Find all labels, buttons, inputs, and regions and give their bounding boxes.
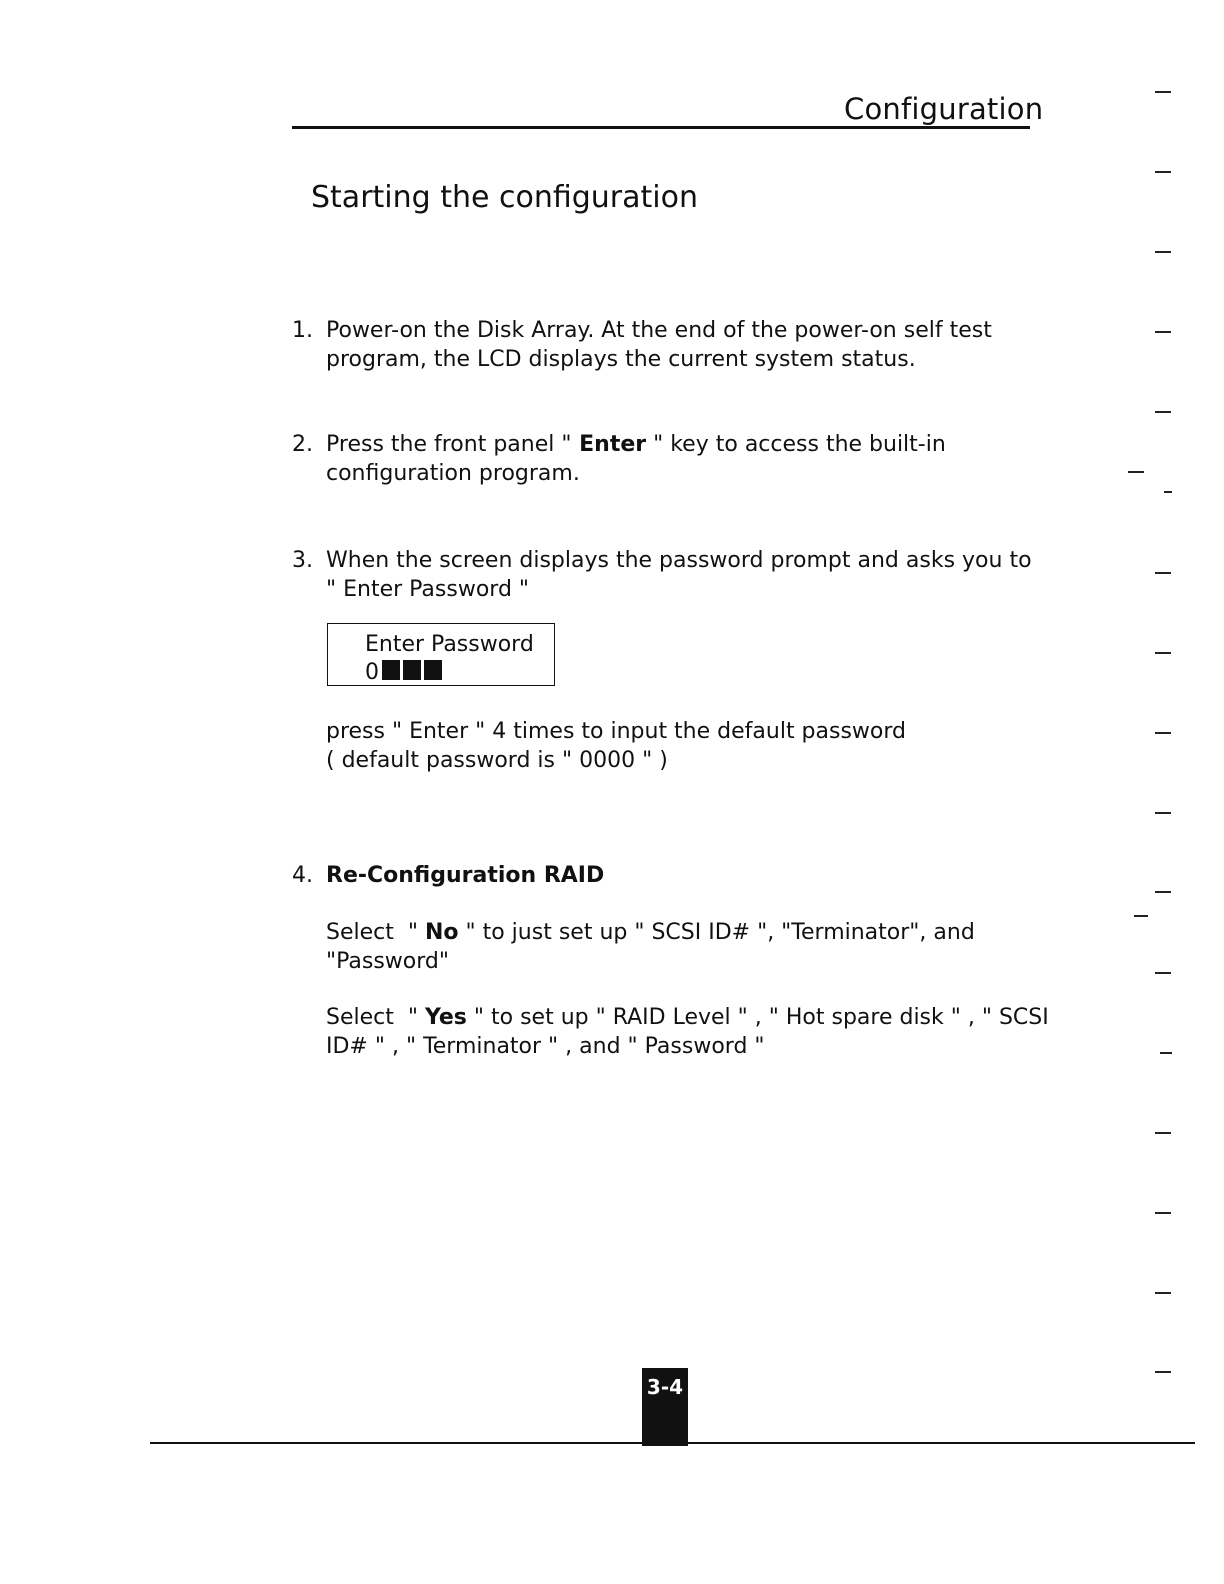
step-4-no-line-2: "Password" bbox=[326, 949, 449, 974]
lcd-display bbox=[327, 623, 555, 686]
edge-mark bbox=[1155, 331, 1171, 333]
edge-mark bbox=[1134, 915, 1148, 917]
edge-mark bbox=[1155, 732, 1171, 734]
edge-mark bbox=[1128, 471, 1144, 473]
step-3-note-line-1: press " Enter " 4 times to input the default password bbox=[326, 719, 907, 744]
edge-mark bbox=[1155, 652, 1171, 654]
step-2-line-2: configuration program. bbox=[326, 461, 580, 486]
no-option-label: No bbox=[424, 920, 459, 945]
step-1-line-2: program, the LCD displays the current system status. bbox=[326, 347, 916, 372]
lcd-line-1: Enter Password bbox=[365, 632, 534, 657]
edge-mark bbox=[1164, 491, 1172, 493]
yes-option-label: Yes bbox=[424, 1005, 467, 1030]
enter-key-label: Enter bbox=[571, 432, 647, 457]
lcd-line-2 bbox=[365, 660, 442, 686]
edge-mark bbox=[1155, 891, 1171, 893]
edge-mark bbox=[1155, 1292, 1171, 1294]
step-3-number: 3. bbox=[292, 548, 313, 573]
running-header: Configuration bbox=[844, 92, 1044, 126]
step-4-yes-line-2: ID# " , " Terminator " , and " Password " bbox=[326, 1034, 765, 1059]
yes-option-description: " to set up " RAID Level " , " Hot spare disk " , " SCSI bbox=[466, 1005, 1049, 1030]
step-3-line-1: When the screen displays the password prompt and asks you to bbox=[326, 548, 1032, 573]
lcd-mask-block bbox=[424, 660, 442, 680]
edge-mark bbox=[1155, 251, 1171, 253]
lcd-mask-block bbox=[403, 660, 421, 680]
step-4-no-line-1 bbox=[326, 918, 975, 947]
edge-mark bbox=[1155, 411, 1171, 413]
edge-mark bbox=[1155, 1371, 1171, 1373]
step-3-note-line-2: ( default password is " 0000 " ) bbox=[326, 748, 668, 773]
step-4-yes-line-1 bbox=[326, 1003, 1049, 1032]
lcd-masked-blocks bbox=[379, 660, 442, 686]
edge-mark bbox=[1155, 572, 1171, 574]
edge-mark bbox=[1155, 171, 1171, 173]
edge-mark bbox=[1155, 91, 1171, 93]
select-text: Select " bbox=[326, 1005, 425, 1030]
lcd-mask-block bbox=[382, 660, 400, 680]
step-2-text-suffix: " key to access the built-in bbox=[646, 432, 946, 457]
step-1-number: 1. bbox=[292, 318, 313, 343]
edge-mark bbox=[1155, 1212, 1171, 1214]
edge-mark bbox=[1160, 1052, 1172, 1054]
step-1-line-1: Power-on the Disk Array. At the end of the power-on self test bbox=[326, 318, 992, 343]
section-title: Starting the configuration bbox=[311, 180, 698, 215]
step-4-title: Re-Configuration RAID bbox=[326, 863, 605, 888]
page-number-badge: 3-4 bbox=[642, 1368, 688, 1446]
edge-mark bbox=[1155, 972, 1171, 974]
edge-mark bbox=[1155, 812, 1171, 814]
step-2-number: 2. bbox=[292, 432, 313, 457]
select-text: Select " bbox=[326, 920, 425, 945]
step-2-line-1 bbox=[326, 430, 946, 459]
edge-mark bbox=[1155, 1132, 1171, 1134]
header-rule bbox=[292, 126, 1030, 129]
step-2-text: Press the front panel " bbox=[326, 432, 572, 457]
no-option-description: " to just set up " SCSI ID# ", "Terminator", and bbox=[458, 920, 975, 945]
step-3-line-2: " Enter Password " bbox=[326, 577, 530, 602]
step-4-number: 4. bbox=[292, 863, 313, 888]
lcd-password-digit: 0 bbox=[365, 660, 379, 685]
